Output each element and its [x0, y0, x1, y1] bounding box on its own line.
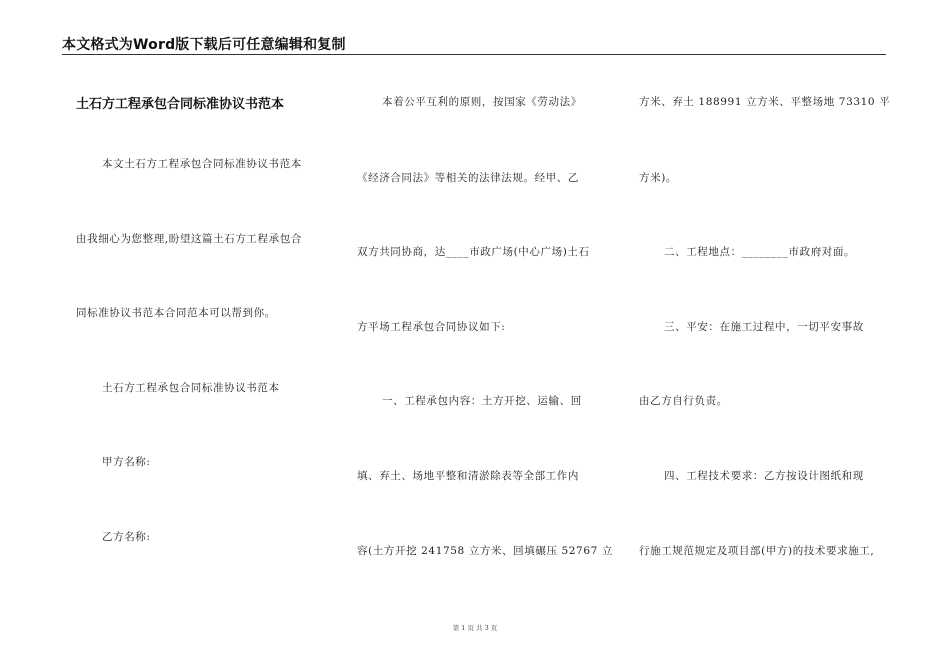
- col1-line-6: 乙方名称:: [102, 531, 151, 543]
- col3-line-2: 方米)。: [639, 172, 677, 184]
- col1-line-3: 同标准协议书范本合同范本可以帮到你。: [76, 307, 276, 319]
- header-divider: [62, 54, 886, 55]
- col2-line-4: 方平场工程承包合同协议如下:: [357, 321, 506, 333]
- col3-line-4: 三、平安：在施工过程中，一切平安事故: [664, 321, 864, 333]
- col2-line-2: 《经济合同法》等相关的法律法规。经甲、乙: [357, 172, 579, 184]
- col2-line-1: 本着公平互利的原则，按国家《劳动法》: [382, 96, 582, 108]
- col1-line-5: 甲方名称:: [102, 456, 151, 468]
- col1-line-2: 由我细心为您整理,盼望这篇土石方工程承包合: [76, 233, 302, 245]
- col2-line-6: 填、弃土、场地平整和清淤除表等全部工作内: [357, 470, 579, 482]
- col3-line-7: 行施工规范规定及项目部(甲方)的技术要求施工,: [639, 545, 875, 557]
- col1-line-1: 本文土石方工程承包合同标准协议书范本: [102, 158, 302, 170]
- col3-line-5: 由乙方自行负责。: [639, 395, 728, 407]
- document-title: 土石方工程承包合同标准协议书范本: [76, 97, 285, 112]
- document-header: 本文格式为Word版下载后可任意编辑和复制: [62, 37, 346, 53]
- col2-line-3: 双方共同协商，达____市政广场(中心广场)土石: [357, 246, 590, 258]
- col2-line-5: 一、工程承包内容：土方开挖、运输、回: [382, 395, 582, 407]
- col3-line-3: 二、工程地点：________市政府对面。: [664, 246, 856, 258]
- page-number: 第 1 页 共 3 页: [452, 624, 498, 632]
- col1-line-4: 土石方工程承包合同标准协议书范本: [102, 382, 280, 394]
- col2-line-7: 容(土方开挖 241758 立方米、回填碾压 52767 立: [357, 545, 613, 557]
- col3-line-6: 四、工程技术要求：乙方按设计图纸和现: [664, 470, 864, 482]
- col3-line-1: 方米、弃土 188991 立方米、平整场地 73310 平: [639, 96, 891, 108]
